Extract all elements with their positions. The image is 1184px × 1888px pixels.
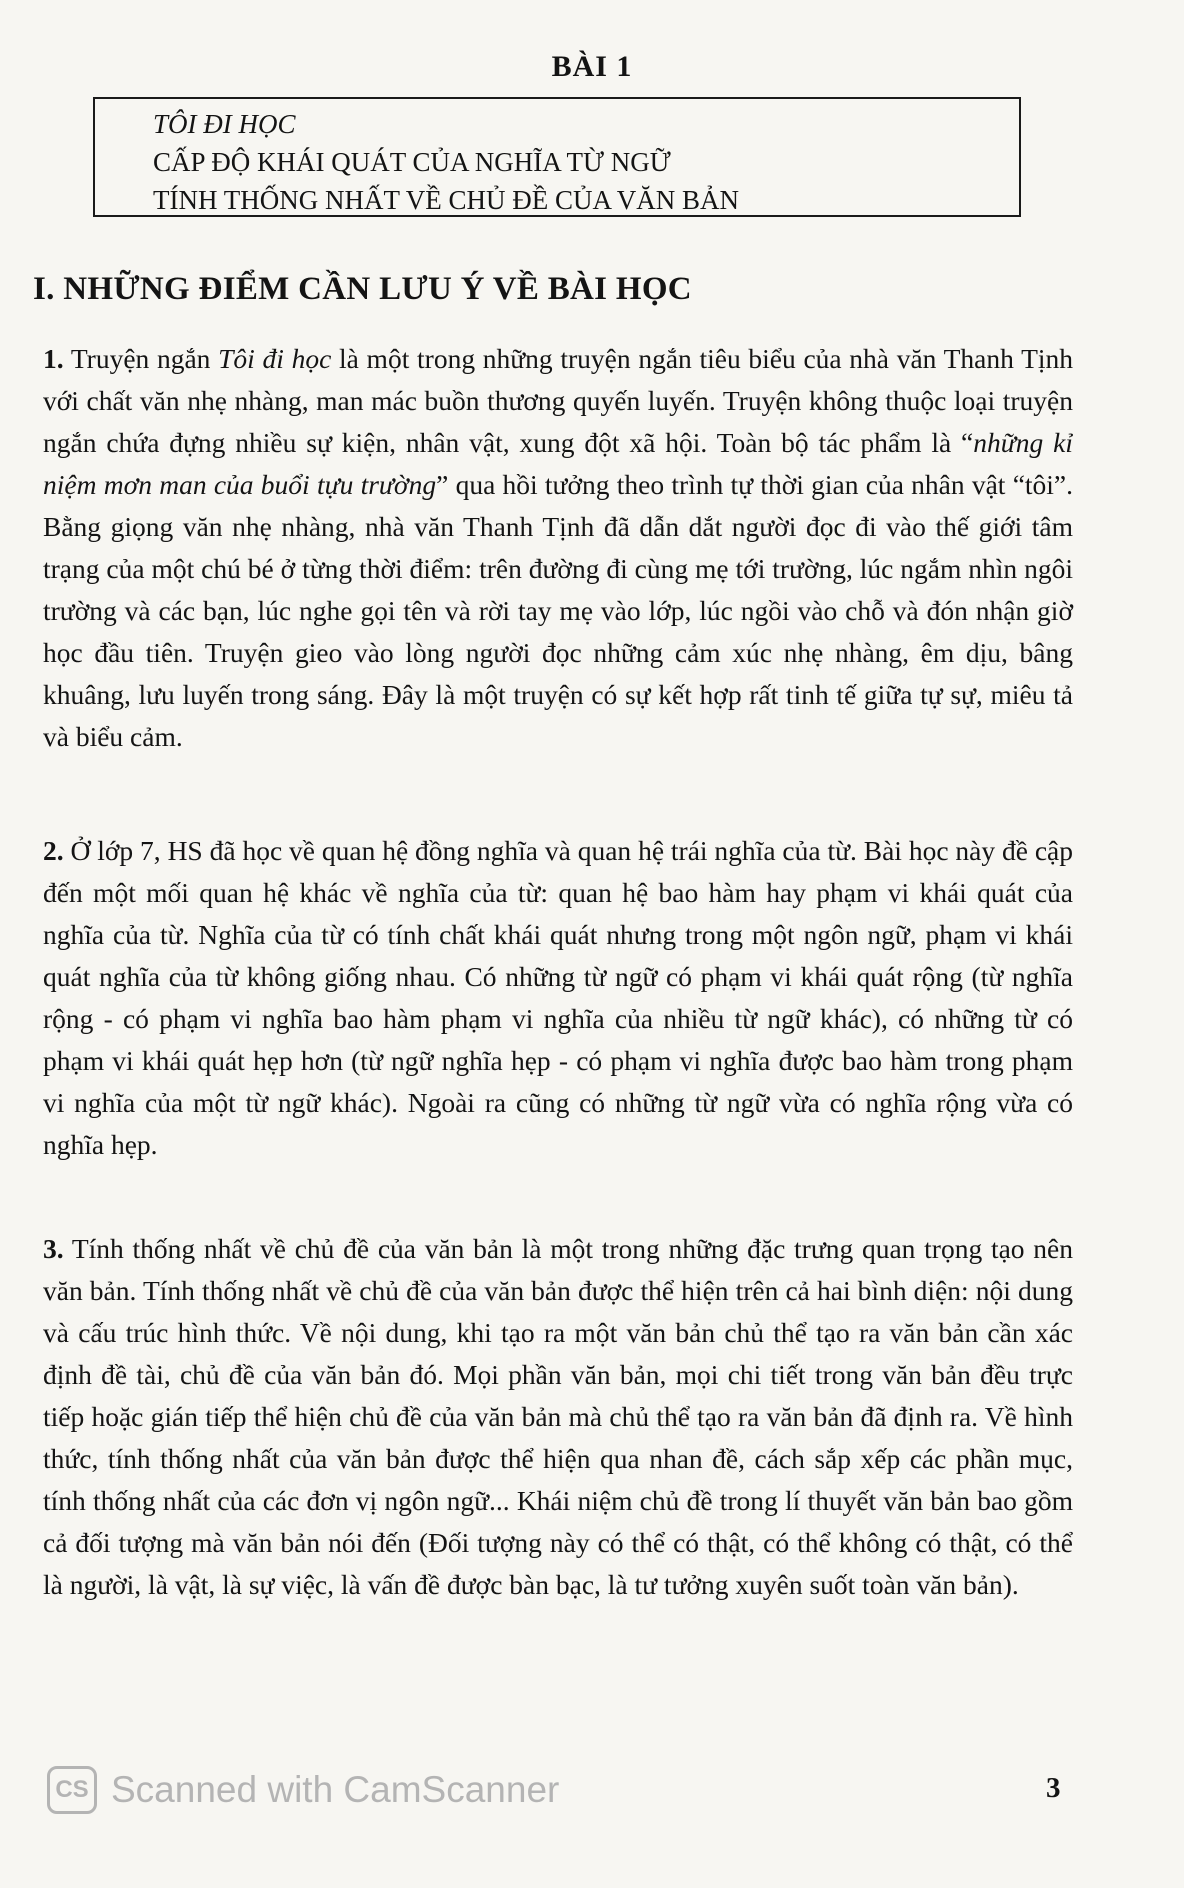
lesson-title-2: CẤP ĐỘ KHÁI QUÁT CỦA NGHĨA TỪ NGỮ bbox=[153, 147, 671, 177]
paragraph-1-number: 1. bbox=[43, 343, 64, 374]
paragraph-2-text: Ở lớp 7, HS đã học về quan hệ đồng nghĩa và quan hệ trái nghĩa của từ. Bài học này đề cập đến một mối quan hệ khác về nghĩa của từ: quan hệ bao hàm hay phạm vi khái quát của nghĩa của từ. Nghĩa của từ có tính chất khái quát nhưng trong một ngôn ngữ, phạm vi khái quát nghĩa của từ không giống nhau. Có những từ ngữ có phạm vi khái quát rộng (từ nghĩa rộng - có phạm vi nghĩa bao hàm phạm vi nghĩa của nhiều từ ngữ khác), có những từ có phạm vi khái quát hẹp hơn (từ ngữ nghĩa hẹp - có phạm vi nghĩa được bao hàm trong phạm vi nghĩa của một từ ngữ khác). Ngoài ra cũng có những từ ngữ vừa có nghĩa rộng vừa có nghĩa hẹp. bbox=[43, 835, 1073, 1160]
paragraph-1-text-a: Truyện ngắn bbox=[63, 343, 219, 374]
paragraph-3-number: 3. bbox=[43, 1233, 64, 1264]
paragraph-3-text: Tính thống nhất về chủ đề của văn bản là một trong những đặc trưng quan trọng tạo nên văn bản. Tính thống nhất về chủ đề của văn bản được thể hiện trên cả hai bình diện: nội dung và cấu trúc hình thức. Về nội dung, khi tạo ra một văn bản chủ thể tạo ra văn bản cần xác định đề tài, chủ đề của văn bản đó. Mọi phần văn bản, mọi chi tiết trong văn bản đều trực tiếp hoặc gián tiếp thể hiện chủ đề của văn bản mà chủ thể tạo ra văn bản đã định ra. Về hình thức, tính thống nhất của văn bản được thể hiện qua nhan đề, cách sắp xếp các phần mục, tính thống nhất của các đơn vị ngôn ngữ... Khái niệm chủ đề trong lí thuyết văn bản bao gồm cả đối tượng mà văn bản nói đến (Đối tượng này có thể có thật, có thể không có thật, có thể là người, là vật, là sự việc, là vấn đề được bàn bạc, là tư tưởng xuyên suốt toàn văn bản). bbox=[43, 1233, 1073, 1600]
paragraph-1-text-e: ” qua hồi tưởng theo trình tự thời gian của nhân vật “tôi”. Bằng giọng văn nhẹ nhàng, nhà văn Thanh Tịnh đã dẫn dắt người đọc đi vào thế giới tâm trạng của một chú bé ở từng thời điểm: trên đường đi cùng mẹ tới trường, lúc ngắm nhìn ngôi trường và các bạn, lúc nghe gọi tên và rời tay mẹ vào lớp, lúc ngồi vào chỗ và đón nhận giờ học đầu tiên. Truyện gieo vào lòng người đọc những cảm xúc nhẹ nhàng, êm dịu, bâng khuâng, lưu luyến trong sáng. Đây là một truyện có sự kết hợp rất tinh tế giữa tự sự, miêu tả và biểu cảm. bbox=[43, 469, 1074, 752]
camscanner-text: Scanned with CamScanner bbox=[111, 1769, 560, 1810]
lesson-title-1: TÔI ĐI HỌC bbox=[153, 109, 296, 139]
lesson-title-box bbox=[93, 97, 1021, 217]
lesson-number: BÀI 1 bbox=[551, 50, 633, 83]
lesson-title-3: TÍNH THỐNG NHẤT VỀ CHỦ ĐỀ CỦA VĂN BẢN bbox=[153, 185, 740, 215]
camscanner-logo-icon: CS bbox=[47, 1766, 97, 1814]
paragraph-2-number: 2. bbox=[43, 835, 64, 866]
camscanner-watermark bbox=[47, 1762, 559, 1818]
paragraph-2 bbox=[43, 830, 1073, 1166]
paragraph-1-quote: những kỉ niệm mơn man của buổi tựu trường bbox=[43, 427, 1073, 500]
paragraph-3 bbox=[43, 1228, 1073, 1606]
page-number: 3 bbox=[1046, 1772, 1061, 1804]
paragraph-1-story-title: Tôi đi học bbox=[218, 343, 332, 374]
paragraph-1 bbox=[43, 338, 1073, 758]
paragraph-1-text-c: là một trong những truyện ngắn tiêu biểu của nhà văn Thanh Tịnh với chất văn nhẹ nhàng, man mác buồn thương quyến luyến. Truyện không thuộc loại truyện ngắn chứa đựng nhiều sự kiện, nhân vật, xung đột xã hội. Toàn bộ tác phẩm là “ bbox=[43, 343, 1074, 458]
section-heading: I. NHỮNG ĐIỂM CẦN LƯU Ý VỀ BÀI HỌC bbox=[33, 271, 692, 307]
